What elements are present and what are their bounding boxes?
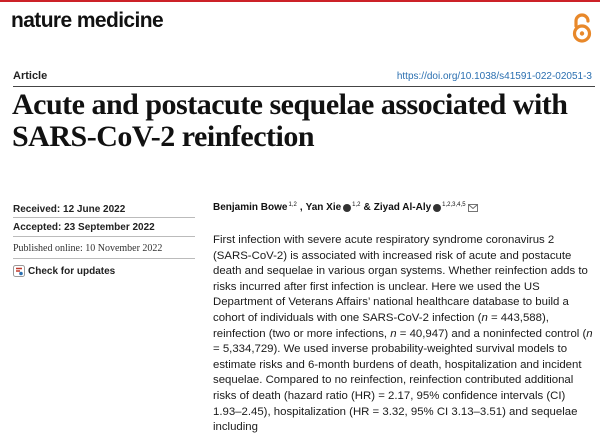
date-divider xyxy=(13,236,195,237)
date-divider xyxy=(13,258,195,259)
journal-name: nature medicine xyxy=(11,9,164,32)
article-type-label: Article xyxy=(13,70,48,82)
author-separator: & xyxy=(363,202,371,213)
date-divider xyxy=(13,217,195,218)
header-divider xyxy=(13,86,595,87)
published-date: Published online: 10 November 2022 xyxy=(13,243,163,254)
article-title: Acute and postacute sequelae associated with SARS-CoV-2 reinfection xyxy=(12,88,568,153)
received-date: Received: 12 June 2022 xyxy=(13,204,126,215)
doi-link[interactable]: https://doi.org/10.1038/s41591-022-02051-3 xyxy=(396,71,592,82)
author-name[interactable]: Ziyad Al-Aly xyxy=(373,202,432,213)
author-name[interactable]: Yan Xie xyxy=(305,202,342,213)
email-icon[interactable] xyxy=(468,204,478,212)
check-for-updates-label: Check for updates xyxy=(28,265,116,277)
check-for-updates-icon xyxy=(13,265,25,277)
check-for-updates-button[interactable] xyxy=(13,265,115,277)
accepted-date: Accepted: 23 September 2022 xyxy=(13,222,155,233)
author-list xyxy=(213,202,478,213)
abstract-text: First infection with severe acute respiratory syndrome coronavirus 2 (SARS-CoV-2) is associated with increased risk of acute and postacute death and sequelae in various organ systems. Whether reinfection adds to risks incurred after first infection is unclear. Here we used the US Department of Veterans Affairs’ national healthcare database to build a cohort of individuals with one SARS-CoV-2 infection (n = 443,588), reinfection (two or more infections, n = 40,947) and a noninfected control (n = 5,334,729). We used inverse probability-weighted survival models to estimate risks and 6-month burdens of death, hospitalization and incident sequelae. Compared to no reinfection, reinfection contributed additional risks of death (hazard ratio (HR) = 2.17, 95% confidence intervals (CI) 1.93–2.45), hospitalization (HR = 3.32, 95% CI 3.13–3.51) and sequelae including xyxy=(213,234,593,434)
author-separator: , xyxy=(299,202,303,213)
journal-top-bar xyxy=(0,0,600,2)
author-affiliation: 1,2,3,4,5 xyxy=(442,201,466,208)
orcid-icon[interactable] xyxy=(433,204,441,212)
open-access-lock-icon xyxy=(570,12,594,44)
orcid-icon[interactable] xyxy=(343,204,351,212)
author-affiliation: 1,2 xyxy=(288,201,297,208)
author-name[interactable]: Benjamin Bowe xyxy=(213,202,288,213)
author-affiliation: 1,2 xyxy=(352,201,361,208)
